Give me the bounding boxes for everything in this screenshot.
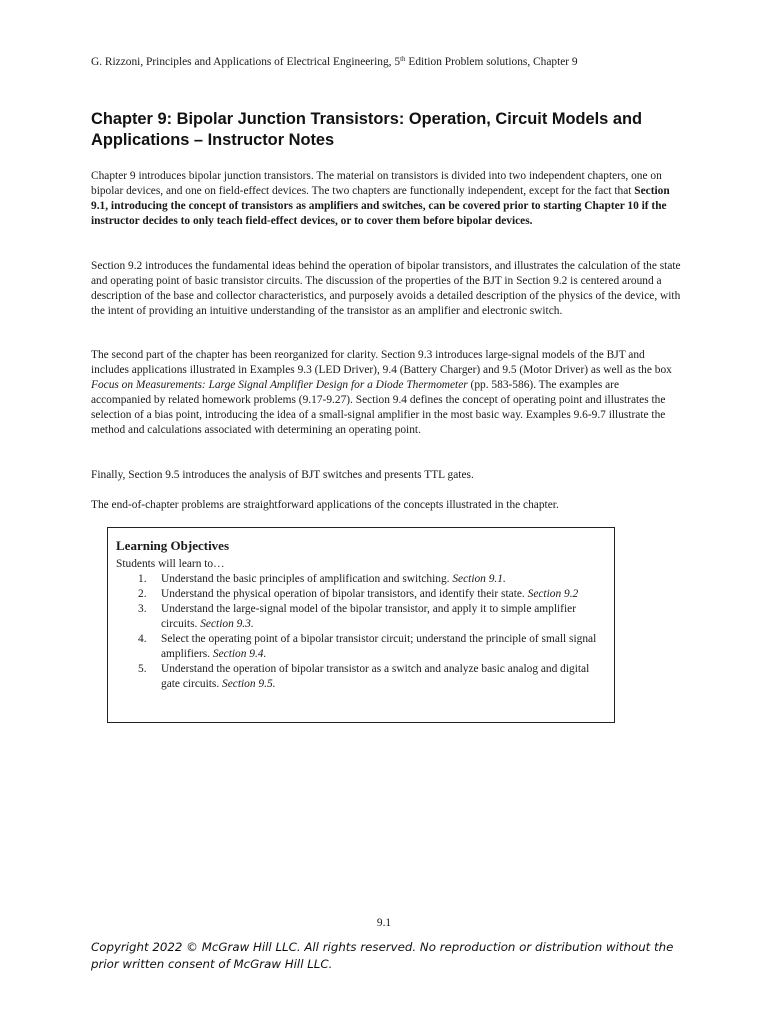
objective-section: Section 9.1. [452,573,506,585]
copyright-notice: Copyright 2022 © McGraw Hill LLC. All rights reserved. No reproduction or distribution without the prior written consent of McGraw Hill LLC. [91,940,674,971]
objective-text: Understand the large-signal model of the bipolar transistor, and apply it to simple amplifier circuits. [161,603,576,630]
paragraph-second-part [91,348,681,438]
objective-text: Understand the operation of bipolar transistor as a switch and analyze basic analog and digital gate circuits. [161,663,590,690]
objective-number: 2. [138,588,147,600]
paragraph-intro-bold: Section 9.1, introducing the concept of transistors as amplifiers and switches, can be covered prior to starting Chapter 10 if the instructor decides to only teach field-effect devices, or to cover them before bipolar devices. [91,185,670,227]
objective-item [116,572,606,587]
paragraph-intro-text: Chapter 9 introduces bipolar junction transistors. The material on transistors is divided into two independent chapters, one on bipolar devices, and one on field-effect devices. The two chapters are functionally independent, except for the fact that [91,170,662,197]
paragraph-intro [91,169,681,229]
objective-number: 5. [138,663,147,675]
header-text-end: Edition Problem solutions, Chapter 9 [405,56,578,68]
objective-item [116,662,606,692]
paragraph-second-part-text-end: (pp. 583-586). The examples are accompanied by related homework problems (9.17-9.27). Section 9.4 defines the concept of operating point and illustrates the selection of a bias point, introducing the idea of a small-signal amplifier in the most basic way. Examples 9.6-9.7 illustrate the method and calculations associated with determining an operating point. [91,379,666,436]
objective-number: 4. [138,633,147,645]
objective-section: Section 9.5. [222,678,276,690]
objective-text: Understand the physical operation of bipolar transistors, and identify their state. [161,588,528,600]
focus-on-measurements-title: Focus on Measurements: Large Signal Amplifier Design for a Diode Thermometer [91,379,468,391]
objective-item [116,632,606,662]
header-text: G. Rizzoni, Principles and Applications of Electrical Engineering, 5 [91,56,401,68]
paragraph-problems: The end-of-chapter problems are straightforward applications of the concepts illustrated in the chapter. [91,499,559,511]
objective-text: Understand the basic principles of amplification and switching. [161,573,453,585]
chapter-title: Chapter 9: Bipolar Junction Transistors: Operation, Circuit Models and Applications – Instructor Notes [91,110,642,149]
paragraph-section-9-5: Finally, Section 9.5 introduces the analysis of BJT switches and presents TTL gates. [91,469,474,481]
objective-text: Select the operating point of a bipolar transistor circuit; understand the principle of small signal amplifiers. [161,633,597,660]
objective-section: Section 9.2 [527,588,579,600]
objective-number: 3. [138,603,147,615]
objective-section: Section 9.3. [200,618,254,630]
edition-superscript: th [400,55,406,63]
paragraph-section-9-2: Section 9.2 introduces the fundamental ideas behind the operation of bipolar transistors, and illustrates the calculation of the state and operating point of basic transistor circuits. The discussion of the properties of the BJT in Section 9.2 is centered around a description of the base and collector characteristics, and purposely avoids a detailed description of the physics of the device, with the intent of providing an intuitive understanding of the transistor as an amplifier and electronic switch. [91,260,681,317]
learning-objectives-title: Learning Objectives [116,538,230,553]
paragraph-second-part-text: The second part of the chapter has been reorganized for clarity. Section 9.3 introduces large-signal models of the BJT and includes applications illustrated in Examples 9.3 (LED Driver), 9.4 (Battery Charger) and 9.5 (Motor Driver) as well as the box [91,349,672,376]
running-header [91,55,691,69]
objective-section: Section 9.4. [212,648,267,660]
learning-objectives-box [107,527,615,723]
page-number: 9.1 [376,917,392,929]
objective-item [116,602,606,632]
learning-objectives-list [116,572,606,692]
objective-number: 1. [138,573,147,585]
objective-item [116,587,606,602]
learning-objectives-intro: Students will learn to… [116,558,225,570]
